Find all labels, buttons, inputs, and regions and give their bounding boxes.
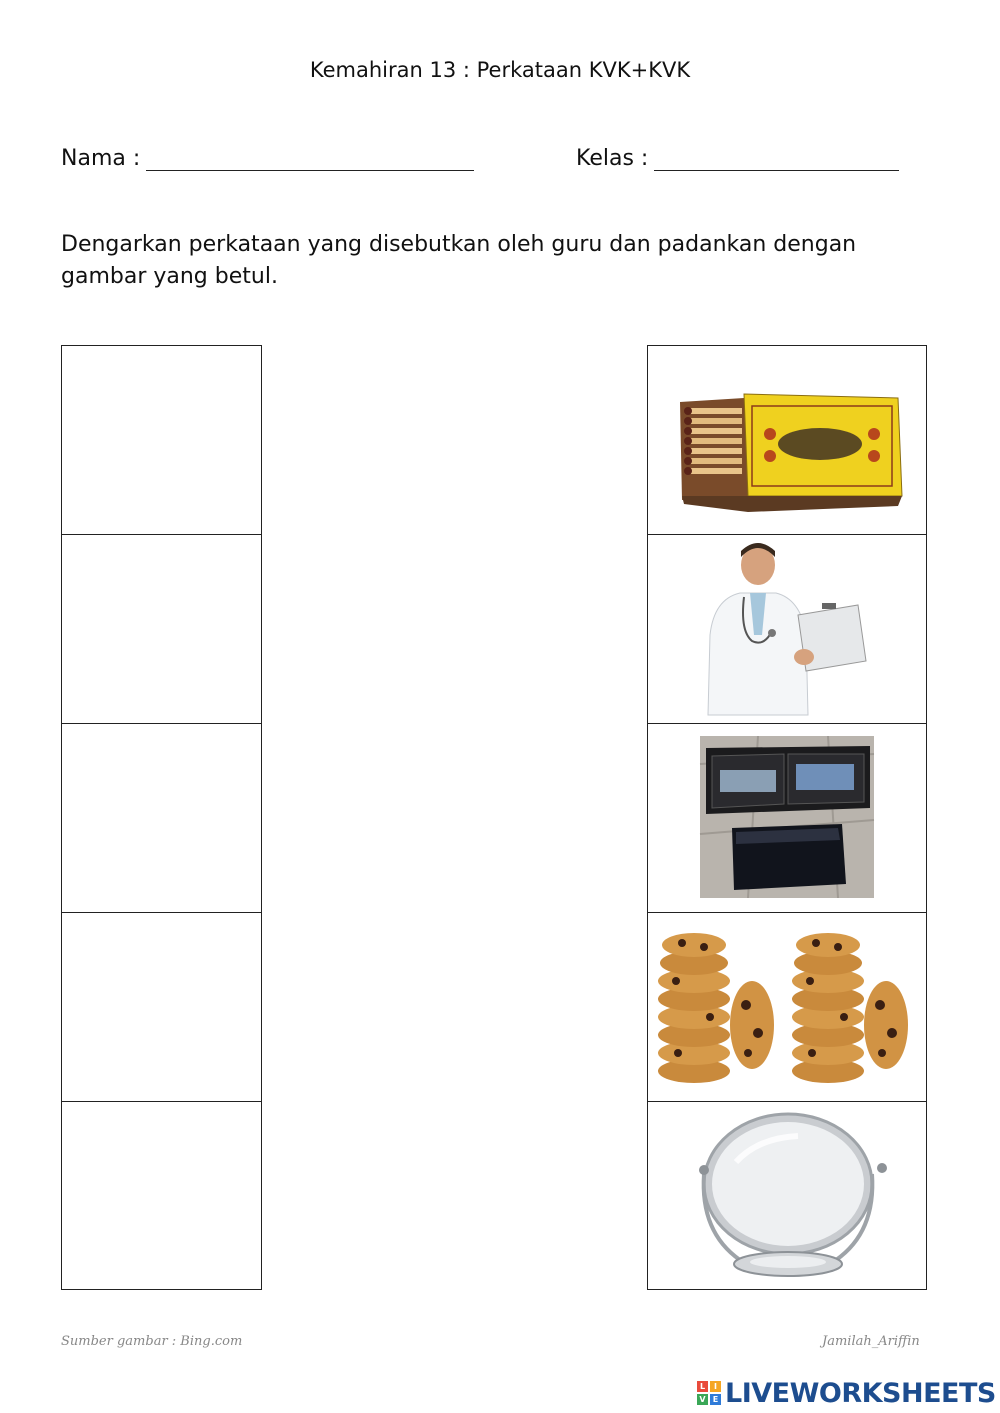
class-input-line[interactable] [654, 144, 899, 171]
answer-box-5[interactable] [61, 1101, 262, 1290]
picture-box-1 [647, 345, 927, 535]
wallet-icon [648, 724, 926, 912]
answer-box-4[interactable] [61, 912, 262, 1102]
cookie-stack-left [658, 933, 774, 1083]
liveworksheets-logo-icon: L I V E [697, 1381, 721, 1405]
cookie-stack-right [792, 933, 908, 1083]
class-label: Kelas : [576, 146, 649, 171]
brand-name: LIVEWORKSHEETS [725, 1377, 996, 1409]
answer-box-1[interactable] [61, 345, 262, 535]
answer-box-3[interactable] [61, 723, 262, 913]
page-title: Kemahiran 13 : Perkataan KVK+KVK [309, 58, 691, 82]
liveworksheets-brand[interactable] [697, 1376, 996, 1410]
mirror-icon [648, 1102, 926, 1289]
instruction-text: Dengarkan perkataan yang disebutkan oleh guru dan padankan dengan gambar yang betul. [61, 232, 857, 289]
picture-box-4 [647, 912, 927, 1102]
picture-box-2 [647, 534, 927, 724]
name-field [61, 144, 474, 171]
image-source-credit: Sumber gambar : Bing.com [61, 1334, 243, 1349]
picture-box-5 [647, 1101, 927, 1290]
name-input-line[interactable] [146, 144, 474, 171]
name-label: Nama : [61, 146, 141, 171]
class-field [576, 144, 899, 171]
matchbox-icon [648, 346, 926, 534]
cookies-icon [648, 913, 926, 1101]
answer-box-2[interactable] [61, 534, 262, 724]
picture-box-3 [647, 723, 927, 913]
doctor-icon [648, 535, 926, 723]
author-credit: Jamilah_Ariffin [822, 1334, 920, 1349]
